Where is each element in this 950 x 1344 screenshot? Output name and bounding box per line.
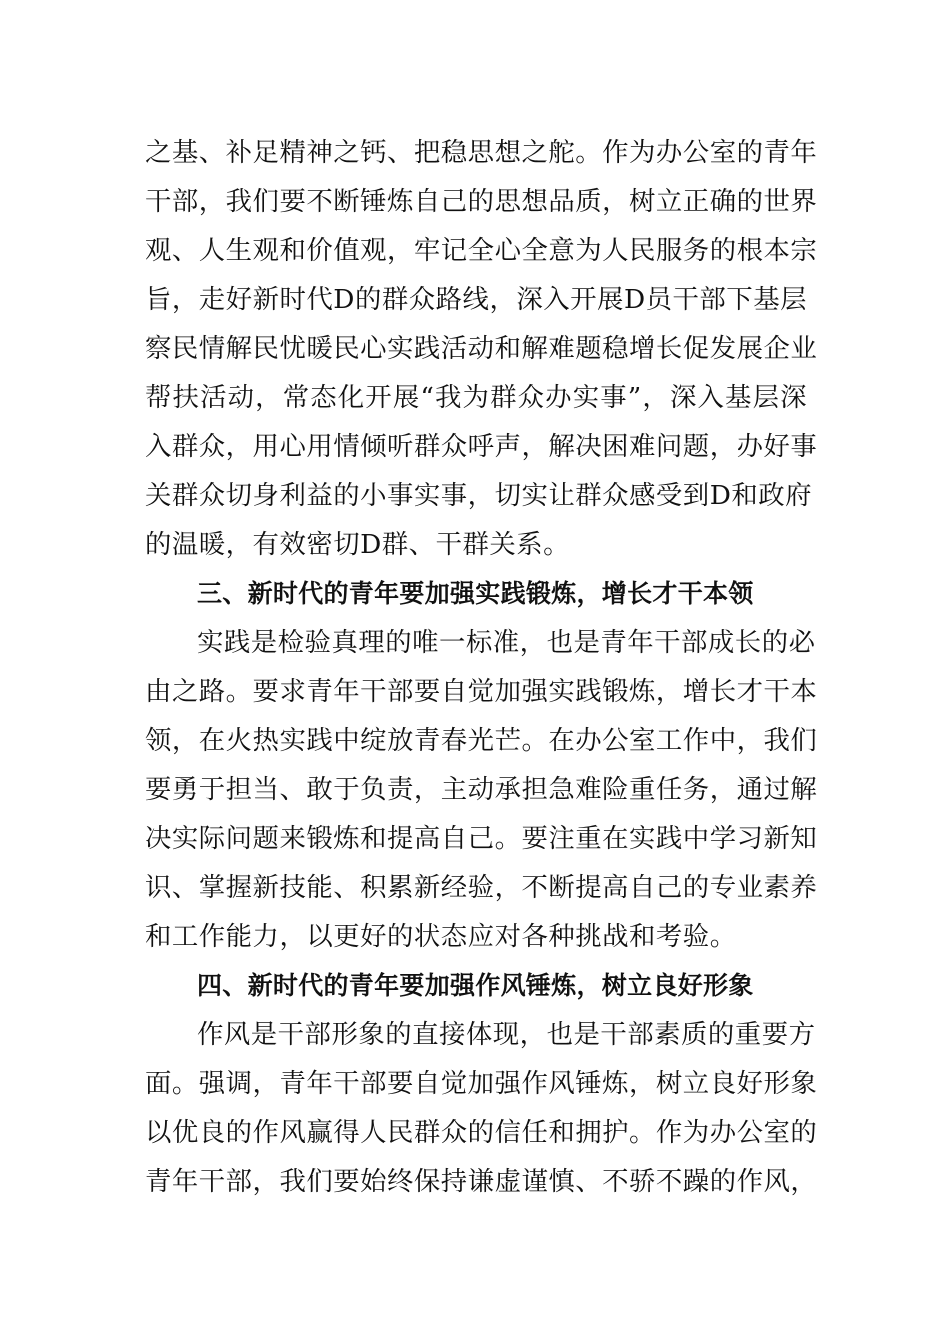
paragraph-line: 的温暖，有效密切D群、干群关系。 [145, 529, 571, 560]
paragraph-line: 由之路。要求青年干部要自觉加强实践锻炼，增长才干本 [145, 676, 818, 707]
paragraph-line: 要勇于担当、敢于负责，主动承担急难险重任务，通过解 [145, 774, 818, 805]
paragraph-line: 以优良的作风赢得人民群众的信任和拥护。作为办公室的 [145, 1117, 818, 1148]
paragraph-line: 领，在火热实践中绽放青春光芒。在办公室工作中，我们 [145, 725, 818, 756]
paragraph-line: 面。强调，青年干部要自觉加强作风锤炼，树立良好形象 [145, 1068, 818, 1099]
paragraph-line: 识、掌握新技能、积累新经验，不断提高自己的专业素养 [145, 872, 818, 903]
paragraph-line: 作风是干部形象的直接体现，也是干部素质的重要方 [197, 1019, 816, 1050]
section-heading-3: 三、新时代的青年要加强实践锻炼，增长才干本领 [197, 579, 754, 608]
paragraph-line: 旨，走好新时代D的群众路线，深入开展D员干部下基层 [145, 284, 807, 315]
paragraph-line: 关群众切身利益的小事实事，切实让群众感受到D和政府 [145, 480, 813, 511]
paragraph-line: 察民情解民忧暖民心实践活动和解难题稳增长促发展企业 [145, 333, 818, 364]
paragraph-line: 入群众，用心用情倾听群众呼声，解决困难问题，办好事 [145, 431, 818, 462]
paragraph-line: 和工作能力，以更好的状态应对各种挑战和考验。 [145, 921, 737, 952]
section-heading-4: 四、新时代的青年要加强作风锤炼，树立良好形象 [197, 971, 754, 1000]
paragraph-line: 决实际问题来锻炼和提高自己。要注重在实践中学习新知 [145, 823, 818, 854]
body-text-block-1 [145, 128, 818, 1206]
paragraph-line: 帮扶活动，常态化开展“我为群众办实事”，深入基层深 [145, 382, 807, 413]
paragraph-line: 实践是检验真理的唯一标准，也是青年干部成长的必 [197, 627, 816, 658]
paragraph-line: 之基、补足精神之钙、把稳思想之舵。作为办公室的青年 [145, 137, 818, 168]
paragraph-line: 观、人生观和价值观，牢记全心全意为人民服务的根本宗 [145, 235, 818, 266]
paragraph-line: 干部，我们要不断锤炼自己的思想品质，树立正确的世界 [145, 186, 818, 217]
paragraph-line: 青年干部，我们要始终保持谦虚谨慎、不骄不躁的作风， [145, 1166, 818, 1197]
